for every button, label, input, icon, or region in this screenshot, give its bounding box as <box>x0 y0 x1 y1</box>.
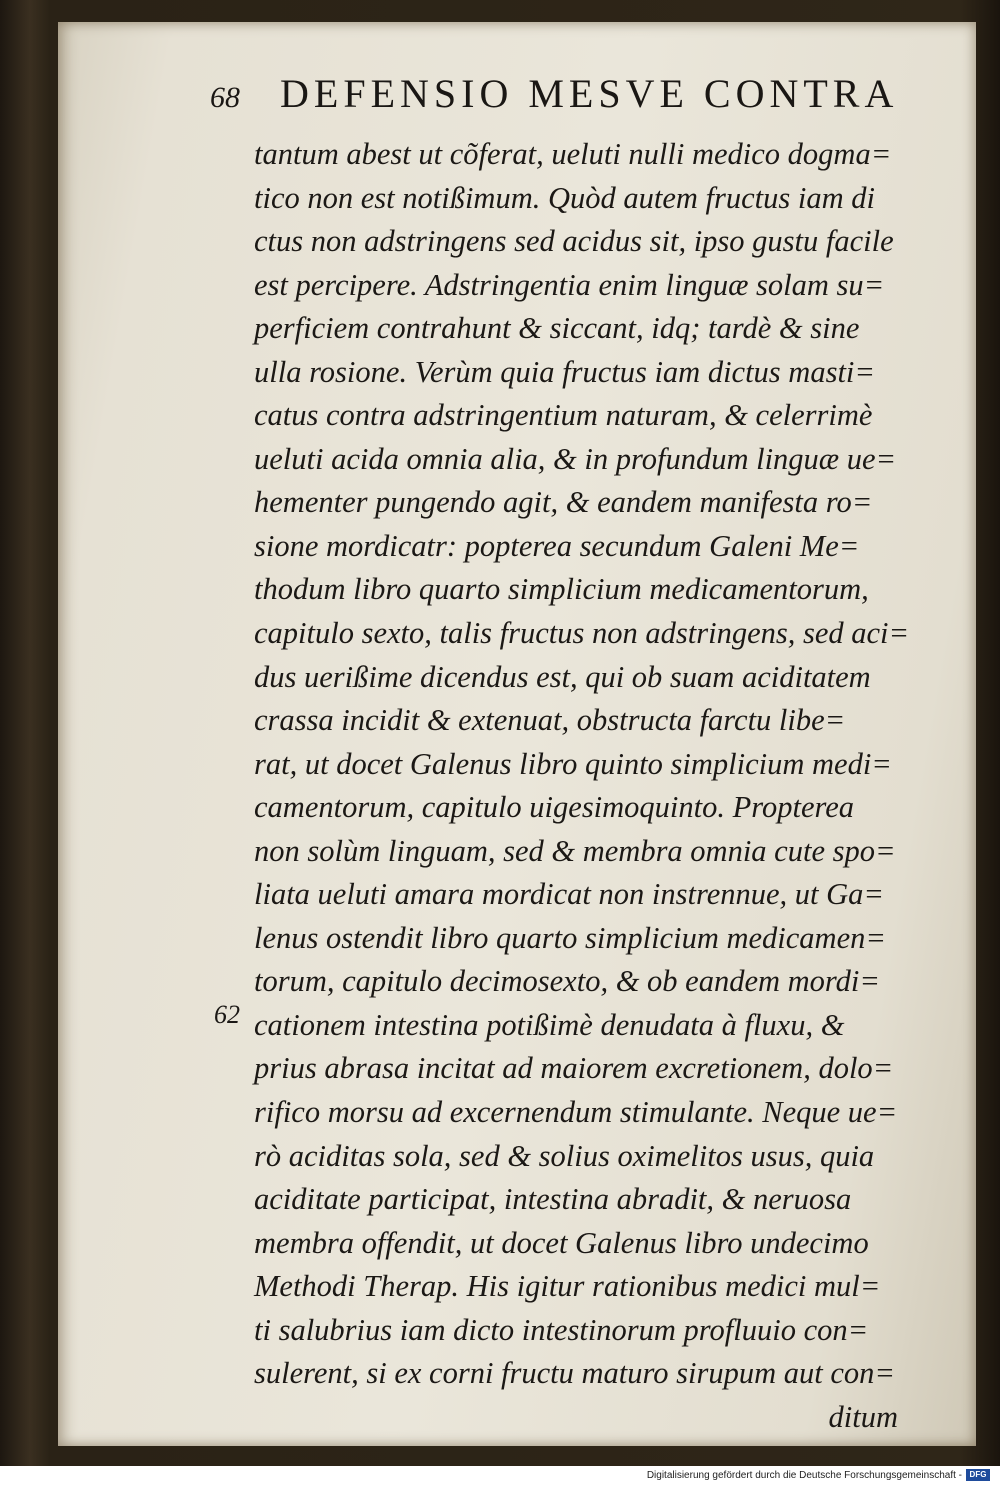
text-line: ueluti acida omnia alia, & in profundum linguæ ue= <box>254 441 897 476</box>
text-line: rifico morsu ad excernendum stimulante. Neque ue= <box>254 1095 898 1130</box>
text-line: dus uerißime dicendus est, qui ob suam aciditatem <box>254 659 871 694</box>
running-title: DEFENSIO MESVE CONTRA <box>280 71 899 116</box>
text-line: rò aciditas sola, sed & solius oximelitos usus, quia <box>254 1138 875 1173</box>
text-line: torum, capitulo decimosexto, & ob eandem mordi= <box>254 964 880 999</box>
text-line: camentorum, capitulo uigesimoquinto. Propterea <box>254 790 855 825</box>
text-line: aciditate participat, intestina abradit, & neruosa <box>254 1182 852 1217</box>
text-line: sione mordicatr: popterea secundum Galeni Me= <box>254 528 860 563</box>
text-line: membra offendit, ut docet Galenus libro undecimo <box>254 1225 869 1260</box>
funding-credit-text: Digitalisierung gefördert durch die Deutsche Forschungsgemeinschaft - <box>646 1469 962 1481</box>
margin-note: 62 <box>214 1000 240 1029</box>
page-header <box>210 70 910 120</box>
text-line: ctus non adstringens sed acidus sit, ipso gustu facile <box>254 224 894 259</box>
text-line: capitulo sexto, talis fructus non adstringens, sed aci= <box>254 616 910 651</box>
dfg-logo-icon: DFG <box>966 1469 990 1481</box>
text-line: ulla rosione. Verùm quia fructus iam dictus masti= <box>254 354 875 389</box>
text-line: rat, ut docet Galenus libro quinto simplicium medi= <box>254 746 892 781</box>
text-line: thodum libro quarto simplicium medicamentorum, <box>254 572 869 607</box>
text-line: lenus ostendit libro quarto simplicium medicamen= <box>254 920 886 955</box>
footer-credit <box>647 1469 990 1481</box>
text-line: prius abrasa incitat ad maiorem excretionem, dolo= <box>254 1051 894 1086</box>
text-line: Methodi Therap. His igitur rationibus medici mul= <box>254 1269 881 1304</box>
text-line: catus contra adstringentium naturam, & celerrimè <box>254 398 873 433</box>
text-line: cationem intestina potißimè denudata à fluxu, & <box>254 1007 845 1042</box>
page-number: 68 <box>210 81 240 114</box>
text-line: est percipere. Adstringentia enim linguæ solam su= <box>254 267 885 302</box>
text-line: ti salubrius iam dicto intestinorum profluuio con= <box>254 1312 869 1347</box>
text-body <box>254 133 954 1439</box>
text-line: non solùm linguam, sed & membra omnia cute spo= <box>254 833 896 868</box>
text-line: crassa incidit & extenuat, obstructa farctu libe= <box>254 703 846 738</box>
text-line: hementer pungendo agit, & eandem manifesta ro= <box>254 485 873 520</box>
text-line: liata ueluti amara mordicat non instrennue, ut Ga= <box>254 877 884 912</box>
text-line: perficiem contrahunt & siccant, idq; tardè & sine <box>254 311 860 346</box>
text-line: tico non est notißimum. Quòd autem fructus iam di <box>254 180 875 215</box>
text-line: tantum abest ut cõferat, ueluti nulli medico dogma= <box>254 137 892 171</box>
text-line: sulerent, si ex corni fructu maturo sirupum aut con= <box>254 1356 895 1391</box>
catchword: ditum <box>828 1399 898 1434</box>
